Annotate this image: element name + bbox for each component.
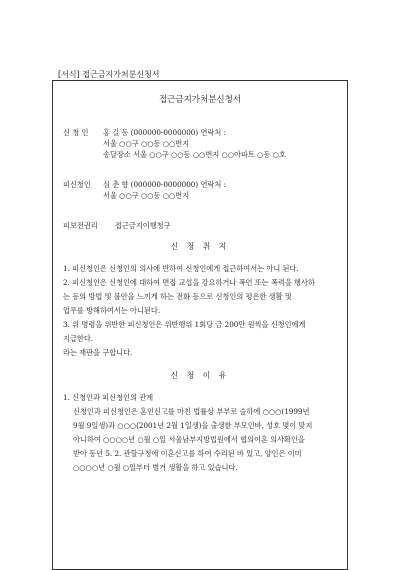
purpose-line: 업무를 방해하여서는 아니된다.	[63, 306, 161, 315]
preserved-right-value: 접근금지이행청구	[115, 221, 171, 230]
purpose-closing: 라는 재판을 구합니다.	[63, 348, 133, 357]
reason-line: 받아 동년 5. 2. 관할구청에 이혼신고를 하여 수리된 바 있고, 양인은 이미	[73, 449, 302, 458]
applicant-address: 서울 ○○구 ○○동 ○○번지	[103, 139, 190, 148]
respondent-address: 서울 ○○구 ○○동 ○○번지	[103, 191, 190, 200]
respondent-label: 피신청인	[63, 180, 91, 189]
reason-line: 9월 9일생)과 ○○○(2001년 2월 1일생)을 출생한 부모인바, 성호 몇이 맞지	[73, 421, 313, 430]
applicant-service-address: 송달장소 서울 ○○구 ○○동 ○○번지 ○○아파트 ○동 ○호	[103, 150, 286, 159]
preserved-right-label: 피보전권리	[63, 221, 98, 230]
applicant-name-line: 홍 길 동 (000000-0000000) 연락처 :	[103, 128, 226, 137]
document-frame	[52, 80, 348, 570]
applicant-label: 신 청 인	[63, 128, 89, 137]
purpose-line: 는 등의 방법 및 불안을 느끼게 하는 전화 등으로 신청인의 평온한 생활 및	[63, 292, 292, 301]
reason-heading: 신 청 이 유	[170, 371, 230, 380]
reason-line: 아니하여 ○○○○년 ○월 ○일 서울남부지방법원에서 협의이혼 의사확인을	[73, 435, 305, 444]
reason-line: ○○○○년 ○월 ○일부터 별거 생활을 하고 있습니다.	[73, 463, 238, 472]
reason-line: 신청인과 피신청인은 혼인신고를 마친 법률상 부부로 슬하에 ○○○(1999년	[73, 407, 310, 416]
purpose-line: 1. 피신청인은 신청인의 의사에 반하여 신청인에게 접근하여서는 아니 된다.	[63, 264, 299, 273]
purpose-line: 2. 피신청인은 신청인에 대하여 면접 교섭을 강요하거나 폭언 또는 폭력을 행사하	[63, 278, 315, 287]
document-title: 접근금지가처분신청서	[158, 95, 242, 105]
purpose-heading: 신 청 취 지	[170, 242, 230, 251]
form-label: [서식] 접근금지가처분신청서	[58, 70, 160, 79]
respondent-name-line: 심 춘 향 (000000-0000000) 연락처 :	[103, 180, 226, 189]
purpose-line: 지급한다.	[63, 334, 94, 343]
reason-subheading: 1. 신청인과 피신청인의 관계	[63, 393, 154, 402]
purpose-line: 3. 위 명령을 위반한 피신청인은 위반행위 1회당 금 200만 원씩을 신청인에게	[63, 320, 306, 329]
